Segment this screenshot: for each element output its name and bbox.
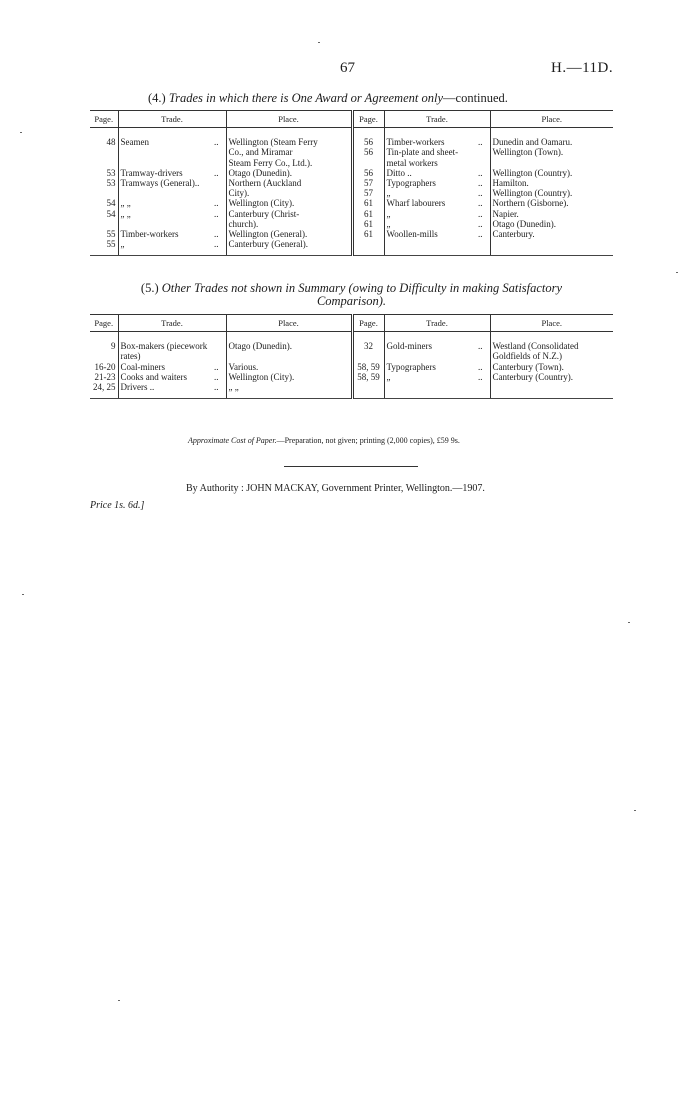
trade-cell: Typographers: [386, 178, 436, 189]
column-header-trade: Trade.: [118, 111, 226, 128]
page-cell: [352, 158, 384, 168]
page-number: 67: [340, 60, 355, 76]
trade-cell: [384, 382, 476, 399]
leader-dots: ..: [476, 128, 490, 148]
page-cell: [352, 239, 384, 256]
trade-cell: [118, 158, 212, 168]
printer-authority-line: By Authority : JOHN MACKAY, Government Printer, Wellington.—1907.: [186, 483, 485, 494]
place-cell: Various.: [226, 362, 352, 372]
leader-dots: ..: [476, 229, 490, 239]
leader-dots: ..: [476, 178, 490, 188]
leader-dots: ..: [476, 219, 490, 229]
place-cell: [226, 351, 352, 361]
page-cell: 55: [90, 239, 118, 256]
place-cell: Wellington (General).: [226, 229, 352, 239]
divider-rule: [284, 466, 418, 467]
cost-note-label: Approximate Cost of Paper.: [188, 436, 277, 445]
leader-dots: ..: [476, 188, 490, 198]
table-row: [90, 188, 613, 198]
section-5-title-continued: Comparison).: [316, 294, 387, 308]
trade-cell: Tin-plate and sheet-: [386, 147, 459, 158]
page-cell: [352, 382, 384, 399]
page-cell: 61: [352, 198, 384, 208]
leader-dots: [212, 158, 226, 168]
trade-cell: Tramways (General)..: [120, 178, 200, 189]
table-row: [90, 158, 613, 168]
page-cell: 61: [352, 229, 384, 239]
trade-cell: Ditto ..: [386, 167, 412, 178]
column-header-place: Place.: [226, 111, 352, 128]
table-row: [90, 209, 613, 219]
table-row: [90, 147, 613, 157]
table-row: [90, 351, 613, 361]
page-cell: [90, 219, 118, 229]
place-cell: Dunedin and Oamaru.: [492, 137, 573, 148]
trade-cell: Woollen-mills: [386, 229, 438, 240]
leader-dots: [476, 239, 490, 256]
trade-cell: Typographers: [386, 361, 436, 372]
place-cell: Canterbury (General).: [226, 239, 352, 256]
page-cell: [90, 147, 118, 157]
column-header-page: Page.: [90, 315, 118, 332]
table-row: [90, 128, 613, 148]
trade-cell: Drivers ..: [118, 382, 212, 399]
section-4-continued: —continued.: [443, 91, 508, 105]
place-cell: Canterbury (Country).: [492, 371, 573, 382]
trade-cell: [118, 219, 212, 229]
cost-note-text: —Preparation, not given; printing (2,000 copies), £59 9s.: [276, 436, 460, 445]
leader-dots: [212, 332, 226, 352]
leader-dots: [212, 219, 226, 229]
trade-cell: [384, 239, 476, 256]
table-header-row: [90, 315, 613, 332]
table-row: [90, 178, 613, 188]
place-cell: [490, 382, 613, 399]
leader-dots: [476, 147, 490, 157]
page-cell: 48: [90, 128, 118, 148]
place-cell: Napier.: [492, 208, 519, 219]
table-row: [90, 382, 613, 399]
place-cell: Canterbury (Town).: [492, 361, 564, 372]
leader-dots: ..: [212, 372, 226, 382]
page-cell: 56: [352, 128, 384, 148]
trade-cell: Gold-miners: [386, 341, 432, 352]
place-cell: Hamilton.: [492, 178, 529, 189]
scan-speck: [118, 1000, 120, 1001]
section-4-heading: [148, 91, 508, 106]
page-cell: 56: [352, 147, 384, 157]
table-row: [90, 372, 613, 382]
trade-cell: „ „: [120, 208, 131, 219]
leader-dots: ..: [212, 198, 226, 208]
column-header-trade: Trade.: [118, 315, 226, 332]
page-cell: 61: [352, 219, 384, 229]
leader-dots: ..: [212, 168, 226, 178]
place-cell: Canterbury.: [492, 229, 535, 240]
cost-note: [188, 436, 460, 445]
scan-speck: [676, 272, 678, 273]
trade-cell: Tramway-drivers: [120, 167, 183, 178]
page-cell: 57: [352, 188, 384, 198]
section-5-title: Other Trades not shown in Summary (owing to Difficulty in making Satisfactory: [161, 281, 563, 295]
scan-speck: [20, 132, 22, 133]
other-trades-table: [90, 314, 613, 399]
table-row: [90, 362, 613, 372]
leader-dots: [212, 188, 226, 198]
table-row: [90, 198, 613, 208]
place-cell: Co., and Miramar: [226, 147, 352, 157]
page-cell: 55: [90, 229, 118, 239]
place-cell: Steam Ferry Co., Ltd.).: [226, 158, 352, 168]
column-header-trade: Trade.: [384, 111, 490, 128]
leader-dots: ..: [212, 209, 226, 219]
place-cell: Otago (Dunedin).: [226, 332, 352, 352]
leader-dots: ..: [476, 198, 490, 208]
page-cell: 21-23: [90, 372, 118, 382]
page-cell: 56: [352, 168, 384, 178]
leader-dots: [212, 178, 226, 188]
trade-cell: [384, 351, 476, 361]
place-cell: church).: [226, 219, 352, 229]
section-5-number: (5.): [140, 281, 159, 295]
price-note: Price 1s. 6d.]: [90, 500, 145, 511]
column-header-page: Page.: [352, 111, 384, 128]
leader-dots: ..: [212, 382, 226, 399]
trade-cell: Coal-miners: [120, 361, 165, 372]
scan-speck: [628, 622, 630, 623]
place-cell: City).: [226, 188, 352, 198]
leader-dots: [476, 382, 490, 399]
trade-cell: Box-makers (piecework: [120, 341, 208, 352]
page-cell: 61: [352, 209, 384, 219]
scan-speck: [634, 810, 636, 811]
trade-cell: „: [386, 371, 391, 382]
leader-dots: [476, 351, 490, 361]
trade-cell: metal workers: [386, 157, 438, 168]
place-cell: Wellington (City).: [226, 198, 352, 208]
leader-dots: ..: [476, 362, 490, 372]
place-cell: Canterbury (Christ-: [226, 209, 352, 219]
trade-cell: Timber-workers: [120, 229, 179, 240]
page-cell: 53: [90, 178, 118, 188]
leader-dots: [476, 158, 490, 168]
trades-one-award-table: [90, 110, 613, 256]
scan-speck: [318, 42, 320, 43]
table-row: [90, 239, 613, 256]
place-cell: Otago (Dunedin).: [492, 218, 556, 229]
place-cell: Wellington (Town).: [492, 147, 564, 158]
trade-cell: „: [386, 208, 391, 219]
trade-cell: rates): [120, 351, 141, 362]
place-cell: Northern (Gisborne).: [492, 198, 569, 209]
trade-cell: [118, 147, 212, 157]
leader-dots: ..: [476, 168, 490, 178]
place-cell: Wellington (Country).: [492, 167, 573, 178]
table-row: [90, 219, 613, 229]
page-cell: 58, 59: [352, 362, 384, 372]
page-cell: 57: [352, 178, 384, 188]
leader-dots: [212, 351, 226, 361]
scan-speck: [22, 594, 24, 595]
place-cell: Wellington (City).: [226, 372, 352, 382]
trade-cell: „: [118, 239, 212, 256]
trade-cell: Timber-workers: [386, 137, 445, 148]
table-row: [90, 229, 613, 239]
page-cell: 24, 25: [90, 382, 118, 399]
trade-cell: [118, 188, 212, 198]
section-5-heading: [90, 282, 613, 308]
column-header-page: Page.: [352, 315, 384, 332]
trade-cell: Wharf labourers: [386, 198, 446, 209]
leader-dots: ..: [212, 362, 226, 372]
section-4-number: (4.): [148, 91, 166, 105]
page-cell: [90, 351, 118, 361]
table-row: [90, 168, 613, 178]
trade-cell: Cooks and waiters: [120, 371, 187, 382]
trade-cell: „ „: [120, 198, 131, 209]
leader-dots: ..: [476, 209, 490, 219]
column-header-trade: Trade.: [384, 315, 490, 332]
trade-cell: Seamen: [120, 137, 149, 148]
page-cell: [90, 158, 118, 168]
page-cell: 54: [90, 198, 118, 208]
place-cell: Wellington (Steam Ferry: [226, 128, 352, 148]
leader-dots: ..: [212, 229, 226, 239]
leader-dots: ..: [212, 239, 226, 256]
place-cell: Wellington (Country).: [492, 188, 573, 199]
table-header-row: [90, 111, 613, 128]
trade-cell: „: [386, 218, 391, 229]
document-reference: H.—11D.: [551, 60, 614, 76]
leader-dots: [212, 147, 226, 157]
place-cell: „ „: [226, 382, 352, 399]
page-cell: 9: [90, 332, 118, 352]
column-header-place: Place.: [490, 111, 613, 128]
leader-dots: ..: [476, 332, 490, 352]
page-cell: 16-20: [90, 362, 118, 372]
section-4-title: Trades in which there is One Award or Agreement only: [168, 91, 444, 105]
place-cell: Westland (Consolidated: [492, 341, 579, 352]
leader-dots: ..: [476, 372, 490, 382]
column-header-page: Page.: [90, 111, 118, 128]
place-cell: [490, 239, 613, 256]
page-cell: 32: [352, 332, 384, 352]
column-header-place: Place.: [490, 315, 613, 332]
page-cell: 54: [90, 209, 118, 219]
place-cell: Otago (Dunedin).: [226, 168, 352, 178]
page-cell: [90, 188, 118, 198]
column-header-place: Place.: [226, 315, 352, 332]
page-cell: 53: [90, 168, 118, 178]
page-cell: 58, 59: [352, 372, 384, 382]
leader-dots: ..: [212, 128, 226, 148]
place-cell: [490, 158, 613, 168]
place-cell: Goldfields of N.Z.): [492, 351, 562, 362]
trade-cell: „: [386, 188, 391, 199]
table-row: [90, 332, 613, 352]
page-cell: [352, 351, 384, 361]
place-cell: Northern (Auckland: [226, 178, 352, 188]
